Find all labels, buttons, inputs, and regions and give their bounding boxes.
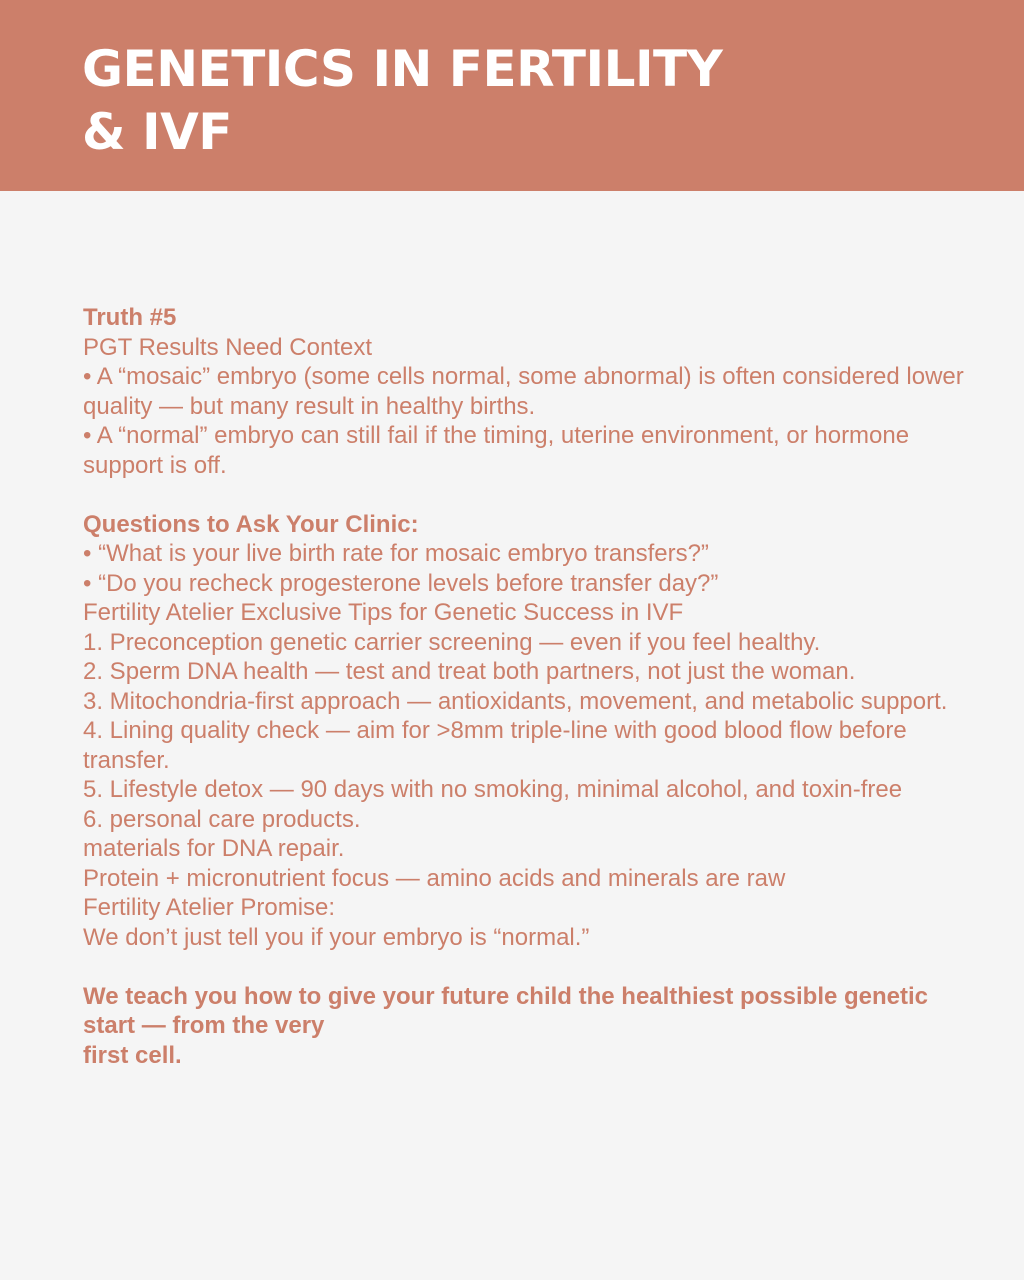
tips-heading: Fertility Atelier Exclusive Tips for Genetic Success in IVF <box>83 599 684 626</box>
tip-item-7: materials for DNA repair. <box>83 835 345 862</box>
closing-statement-end: first cell. <box>83 1041 182 1069</box>
tip-item-1: 1. Preconception genetic carrier screening — even if you feel healthy. <box>83 628 821 656</box>
promise-text: We don’t just tell you if your embryo is “normal.” <box>83 923 590 951</box>
header-banner <box>0 0 1024 191</box>
question-item-1: • “What is your live birth rate for mosaic embryo transfers?” <box>83 540 709 567</box>
tip-item-3: 3. Mitochondria-first approach — antioxidants, movement, and metabolic support. <box>83 687 948 715</box>
article-body <box>83 303 993 1070</box>
spacer <box>83 480 993 510</box>
truth-heading: Truth #5 <box>83 304 177 331</box>
questions-heading: Questions to Ask Your Clinic: <box>83 510 419 538</box>
title-line-1: GENETICS IN FERTILITY <box>82 40 723 98</box>
promise-heading: Fertility Atelier Promise: <box>83 894 336 921</box>
closing-statement: We teach you how to give your future child the healthiest possible genetic start — from the very <box>83 982 929 1039</box>
truth-subheading: PGT Results Need Context <box>83 333 373 361</box>
tip-item-4: 4. Lining quality check — aim for >8mm triple-line with good blood flow before transfer. <box>83 717 907 774</box>
tip-item-5: 5. Lifestyle detox — 90 days with no smoking, minimal alcohol, and toxin-free <box>83 776 903 803</box>
truth-bullet-1: • A “mosaic” embryo (some cells normal, some abnormal) is often considered lower quality — but many result in healthy births. <box>83 363 964 420</box>
tip-item-6: 6. personal care products. <box>83 805 361 833</box>
title-line-2: & IVF <box>82 103 232 161</box>
tip-item-8: Protein + micronutrient focus — amino acids and minerals are raw <box>83 864 786 892</box>
truth-bullet-2: • A “normal” embryo can still fail if the timing, uterine environment, or hormone support is off. <box>83 422 910 479</box>
tip-item-2: 2. Sperm DNA health — test and treat both partners, not just the woman. <box>83 658 856 685</box>
question-item-2: • “Do you recheck progesterone levels before transfer day?” <box>83 569 719 597</box>
spacer <box>83 952 993 982</box>
page-title <box>82 38 722 164</box>
